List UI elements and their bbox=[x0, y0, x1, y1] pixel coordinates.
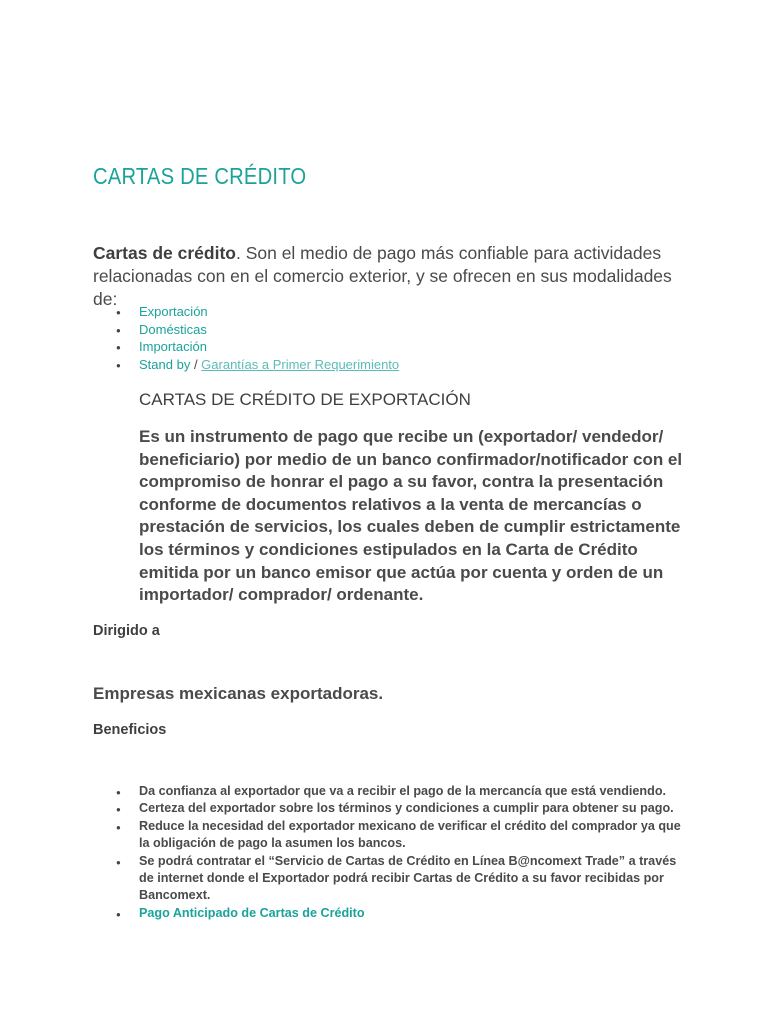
intro-text: . Son el medio de pago más confiable para actividades relacionadas con en el comercio exterior, y se ofrecen en sus modalidades de: bbox=[93, 243, 672, 309]
directed-value: Empresas mexicanas exportadoras. bbox=[93, 684, 384, 703]
benefits-list bbox=[93, 783, 693, 922]
page-title: CARTAS DE CRÉDITO bbox=[93, 163, 307, 189]
section-description: Es un instrumento de pago que recibe un (exportador/ vendedor/ beneficiario) por medio de un banco confirmador/notificador con el compromiso de honrar el pago a su favor, contra la presentación conforme de documentos relativos a la venta de mercancías o prestación de servicios, los cuales deben de cumplir estrictamente los términos y condiciones estipulados en la Carta de Crédito emitida por un banco emisor que actúa por cuenta y orden de un importador/ comprador/ ordenante. bbox=[139, 427, 683, 605]
benefit-item: ● Certeza del exportador sobre los términos y condiciones a cumplir para obtener su pago. bbox=[93, 800, 693, 817]
section-heading: CARTAS DE CRÉDITO DE EXPORTACIÓN bbox=[139, 390, 471, 409]
modalities-list bbox=[93, 303, 683, 374]
modality-item[interactable]: ● Importación bbox=[93, 338, 683, 356]
guarantees-link[interactable]: Garantías a Primer Requerimiento bbox=[201, 357, 400, 373]
intro-paragraph bbox=[93, 242, 683, 311]
intro-lead: Cartas de crédito bbox=[93, 243, 236, 263]
modality-item[interactable]: ● Domésticas bbox=[93, 321, 683, 339]
benefits-label: Beneficios bbox=[93, 722, 167, 738]
modality-item[interactable]: ● Exportación bbox=[93, 303, 683, 321]
directed-label: Dirigido a bbox=[93, 623, 160, 639]
benefit-item: ● Se podrá contratar el “Servicio de Cartas de Crédito en Línea B@ncomext Trade” a través de internet donde el Exportador podrá recibir Cartas de Crédito a su favor recibidas por Bancomext. bbox=[93, 853, 693, 905]
standby-separator: / bbox=[190, 357, 202, 373]
benefit-item: ● Da confianza al exportador que va a recibir el pago de la mercancía que está vendiendo. bbox=[93, 783, 693, 800]
advance-payment-link[interactable]: ● Pago Anticipado de Cartas de Crédito bbox=[93, 905, 693, 922]
standby-label[interactable]: Stand by bbox=[139, 357, 191, 373]
modality-item-standby[interactable] bbox=[93, 356, 683, 374]
benefit-item: ● Reduce la necesidad del exportador mexicano de verificar el crédito del comprador ya que la obligación de pago la asumen los bancos. bbox=[93, 818, 693, 853]
